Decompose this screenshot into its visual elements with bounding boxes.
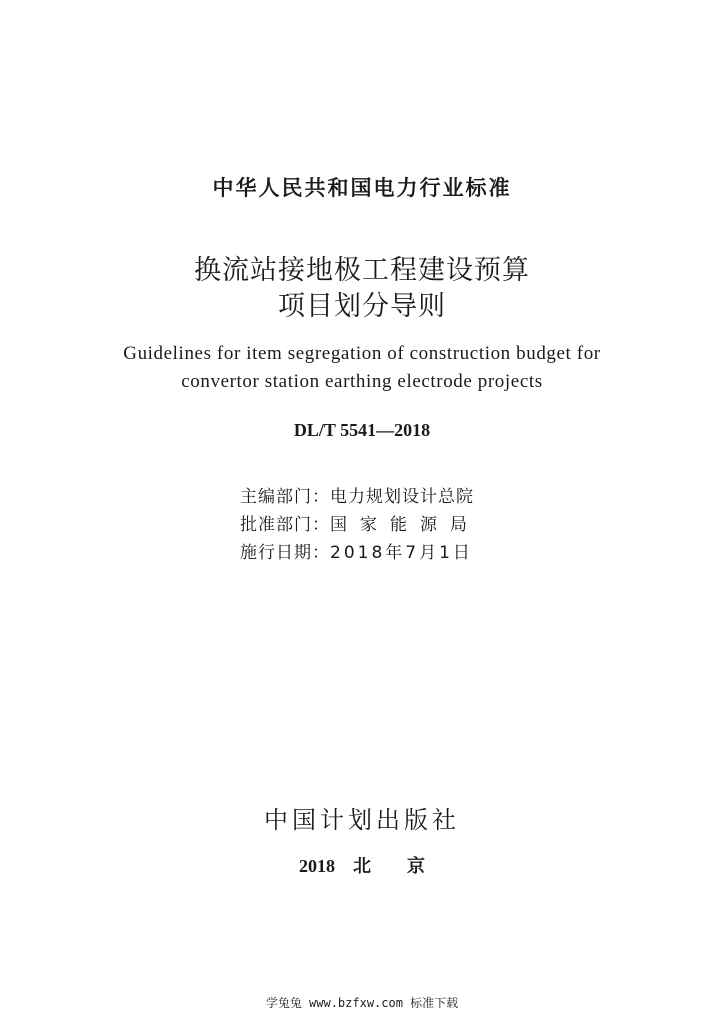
- approver-department-row: [240, 510, 480, 535]
- document-title-line-2: 项目划分导则: [278, 291, 446, 322]
- document-title-line-1: 换流站接地极工程建设预算: [194, 255, 530, 286]
- download-watermark: 学兔兔 www.bzfxw.com 标准下载: [265, 996, 459, 1010]
- english-title-line-2: convertor station earthing electrode projects: [181, 371, 543, 392]
- publisher-name: 中国计划出版社: [264, 806, 460, 834]
- publication-year: 2018: [299, 856, 335, 876]
- editor-department-row: [240, 482, 474, 507]
- english-title-line-1: Guidelines for item segregation of construction budget for: [123, 343, 601, 364]
- standard-code: DL/T 5541—2018: [293, 420, 431, 440]
- publication-city-part-1: 北: [353, 856, 371, 876]
- editor-department-label: 主编部门：: [240, 487, 330, 507]
- approver-department-value: 国家能源局: [330, 515, 480, 535]
- effective-date-label: 施行日期：: [240, 543, 330, 563]
- editor-department-value: 电力规划设计总院: [330, 487, 474, 507]
- effective-date-row: [240, 538, 473, 563]
- approver-department-label: 批准部门：: [240, 515, 330, 535]
- standard-series-heading: 中华人民共和国电力行业标准: [212, 176, 512, 200]
- effective-date-value: 2018年7月1日: [330, 543, 473, 563]
- publication-city-part-2: 京: [407, 856, 425, 876]
- publication-year-place: [0, 852, 724, 878]
